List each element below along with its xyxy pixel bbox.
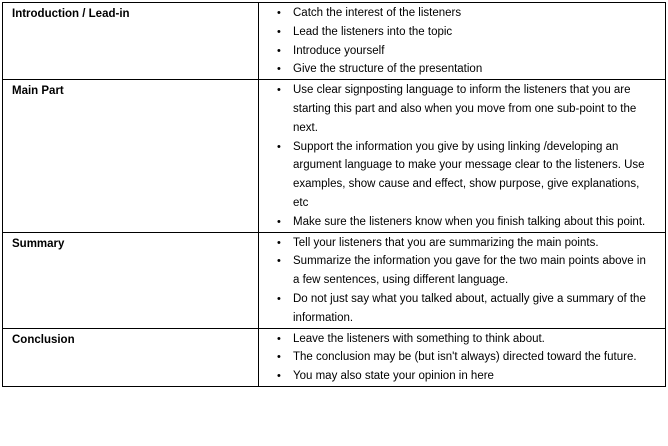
section-title-main-part: Main Part (3, 80, 259, 232)
list-item-text: Support the information you give by using linking /developing an argument language to make your message clear to the listeners. Use examples, show cause and effect, show purpose, give explanations, etc (293, 140, 645, 209)
bullet-icon: • (277, 63, 281, 76)
list-item-text: Summarize the information you gave for the two main points above in a few sentences, using different language. (293, 255, 646, 287)
bullet-icon: • (277, 215, 281, 228)
list-item-text: Tell your listeners that you are summarizing the main points. (293, 236, 599, 249)
list-item (259, 330, 665, 349)
table-row-summary (3, 232, 666, 328)
bullet-icon: • (277, 370, 281, 383)
list-item-text: Lead the listeners into the topic (293, 25, 453, 38)
section-title-conclusion: Conclusion (3, 328, 259, 386)
bullet-icon: • (277, 25, 281, 38)
list-item (259, 138, 665, 213)
list-item (259, 42, 665, 61)
presentation-structure-table (2, 2, 666, 387)
section-items-introduction (259, 3, 666, 80)
section-title-summary: Summary (3, 232, 259, 328)
bullet-icon: • (277, 292, 281, 305)
list-item (259, 4, 665, 23)
list-item (259, 252, 665, 290)
bullet-icon: • (277, 84, 281, 97)
list-item (259, 23, 665, 42)
list-item-text: Make sure the listeners know when you finish talking about this point. (293, 215, 646, 228)
list-item-text: Use clear signposting language to inform the listeners that you are starting this part and also when you move from one sub-point to the next. (293, 84, 637, 134)
list-item (259, 213, 665, 232)
bullet-icon: • (277, 332, 281, 345)
bullet-icon: • (277, 236, 281, 249)
bullet-icon: • (277, 7, 281, 19)
list-item (259, 81, 665, 137)
list-item-text: You may also state your opinion in here (293, 370, 494, 383)
list-item (259, 290, 665, 328)
bullet-icon: • (277, 44, 281, 57)
list-item (259, 367, 665, 386)
list-item-text: Give the structure of the presentation (293, 63, 483, 76)
bullet-icon: • (277, 140, 281, 153)
section-items-main-part (259, 80, 666, 232)
list-item-text: Catch the interest of the listeners (293, 7, 462, 19)
bullet-icon: • (277, 351, 281, 364)
table-row-conclusion (3, 328, 666, 386)
list-item (259, 348, 665, 367)
list-item (259, 234, 665, 253)
bullet-icon: • (277, 255, 281, 268)
table-row-introduction (3, 3, 666, 80)
section-items-summary (259, 232, 666, 328)
list-item-text: The conclusion may be (but isn't always) directed toward the future. (293, 351, 637, 364)
section-title-introduction: Introduction / Lead-in (3, 3, 259, 80)
list-item-text: Do not just say what you talked about, actually give a summary of the information. (293, 292, 646, 324)
list-item (259, 60, 665, 79)
list-item-text: Leave the listeners with something to think about. (293, 332, 545, 345)
list-item-text: Introduce yourself (293, 44, 385, 57)
section-items-conclusion (259, 328, 666, 386)
table-row-main-part (3, 80, 666, 232)
